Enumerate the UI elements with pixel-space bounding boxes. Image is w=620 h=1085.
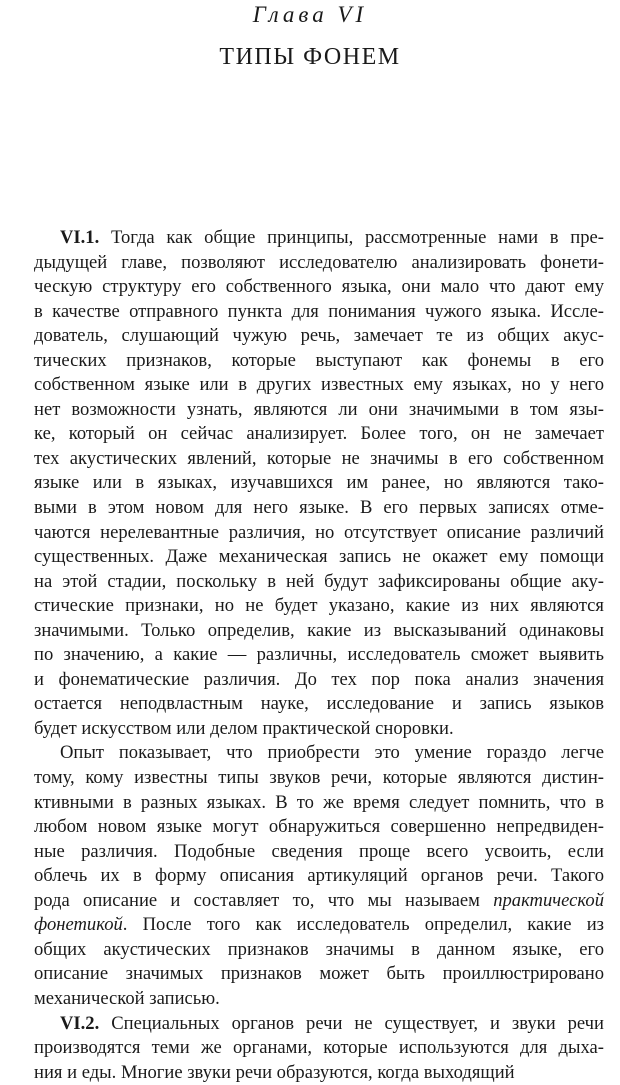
text-segment: в качестве отправного пункта для понимания чужого языка. Иссле- — [34, 301, 604, 322]
text-line — [34, 422, 604, 447]
text-segment: значимыми. Только определив, какие из высказываний одинаковы — [34, 620, 604, 641]
text-line — [34, 324, 604, 349]
text-segment: чаются нерелевантные различия, но отсутствует описание различий — [34, 522, 604, 543]
text-line — [34, 251, 604, 276]
text-segment: производятся теми же органами, которые используются для дыха- — [34, 1037, 604, 1058]
body-text — [34, 226, 604, 1085]
text-segment: ческую структуру его собственного языка, они мало что дают ему — [34, 276, 604, 297]
paragraph — [34, 1012, 604, 1085]
text-line — [34, 913, 604, 938]
text-segment: на этой стадии, поскольку в ней будут зафиксированы общие аку- — [34, 571, 604, 592]
paragraph — [34, 741, 604, 1011]
text-line — [34, 545, 604, 570]
text-segment: тех акустических явлений, которые не значимы в его собственном — [34, 448, 604, 469]
text-line — [34, 938, 604, 963]
text-segment: тических признаков, которые выступают как фонемы в его — [34, 350, 604, 371]
text-segment: облечь их в форму описания артикуляций органов речи. Такого — [34, 865, 604, 886]
text-segment: . После того как исследователь определил, какие из — [123, 914, 604, 935]
text-line — [34, 349, 604, 374]
text-segment: любом новом языке могут обнаружиться совершенно непредвиден- — [34, 816, 604, 837]
emphasis-term: практической — [493, 890, 604, 911]
text-line — [34, 987, 604, 1012]
text-line — [34, 521, 604, 546]
text-segment: нет возможности узнать, являются ли они значимыми в том язы- — [34, 399, 604, 420]
text-segment: будет искусством или делом практической сноровки. — [34, 718, 454, 739]
text-line — [34, 398, 604, 423]
paragraph — [34, 226, 604, 741]
text-segment: Опыт показывает, что приобрести это умение гораздо легче — [60, 742, 604, 763]
text-line — [34, 962, 604, 987]
text-line — [34, 300, 604, 325]
text-segment: дователь, слушающий чужую речь, замечает те из общих акус- — [34, 325, 604, 346]
section-number: VI.2. — [60, 1013, 99, 1034]
text-line — [34, 840, 604, 865]
text-line — [34, 668, 604, 693]
text-segment: и фонематические различия. До тех пор пока анализ значения — [34, 669, 604, 690]
text-segment: ные различия. Подобные сведения проще всего усвоить, если — [34, 841, 604, 862]
chapter-label: Глава VI — [0, 2, 620, 28]
text-segment: ния и еды. Многие звуки речи образуются, когда выходящий — [34, 1062, 515, 1083]
text-line — [34, 570, 604, 595]
text-segment: дыдущей главе, позволяют исследователю анализировать фонети- — [34, 252, 604, 273]
text-line — [34, 373, 604, 398]
text-segment: выми в этом новом для него языке. В его первых записях отме- — [34, 497, 604, 518]
text-segment: стические признаки, но не будет указано, какие из них являются — [34, 595, 604, 616]
text-line — [34, 1012, 604, 1037]
text-segment: Тогда как общие принципы, рассмотренные нами в пре- — [99, 227, 604, 248]
chapter-title: ТИПЫ ФОНЕМ — [0, 42, 620, 72]
text-line — [34, 619, 604, 644]
text-line — [34, 692, 604, 717]
text-line — [34, 766, 604, 791]
text-line — [34, 1036, 604, 1061]
text-segment: существенных. Даже механическая запись не окажет ему помощи — [34, 546, 604, 567]
text-line — [34, 1061, 604, 1085]
text-line — [34, 471, 604, 496]
text-segment: рода описание и составляет то, что мы называем — [34, 890, 493, 911]
text-segment: ктивными в разных языках. В то же время следует помнить, что в — [34, 792, 604, 813]
text-line — [34, 889, 604, 914]
text-line — [34, 496, 604, 521]
text-segment: собственном языке или в других известных ему языках, но у него — [34, 374, 604, 395]
text-segment: остается неподвластным науке, исследование и запись языков — [34, 693, 604, 714]
text-segment: механической записью. — [34, 988, 220, 1009]
text-segment: описание значимых признаков может быть проиллюстрировано — [34, 963, 604, 984]
text-line — [34, 741, 604, 766]
text-line — [34, 815, 604, 840]
text-line — [34, 275, 604, 300]
text-line — [34, 594, 604, 619]
text-segment: тому, кому известны типы звуков речи, которые являются дистин- — [34, 767, 604, 788]
emphasis-term: фонетикой — [34, 914, 123, 935]
text-line — [34, 791, 604, 816]
text-line — [34, 447, 604, 472]
text-line — [34, 864, 604, 889]
text-line — [34, 226, 604, 251]
section-number: VI.1. — [60, 227, 99, 248]
text-segment: общих акустических признаков значимы в данном языке, его — [34, 939, 604, 960]
text-segment: Специальных органов речи не существует, и звуки речи — [99, 1013, 604, 1034]
text-segment: по значению, а какие — различны, исследователь сможет выявить — [34, 644, 604, 665]
text-segment: языке или в языках, изучавшихся им ранее, но являются тако- — [34, 472, 604, 493]
text-line — [34, 643, 604, 668]
text-segment: ке, который он сейчас анализирует. Более того, он не замечает — [34, 423, 604, 444]
text-line — [34, 717, 604, 742]
